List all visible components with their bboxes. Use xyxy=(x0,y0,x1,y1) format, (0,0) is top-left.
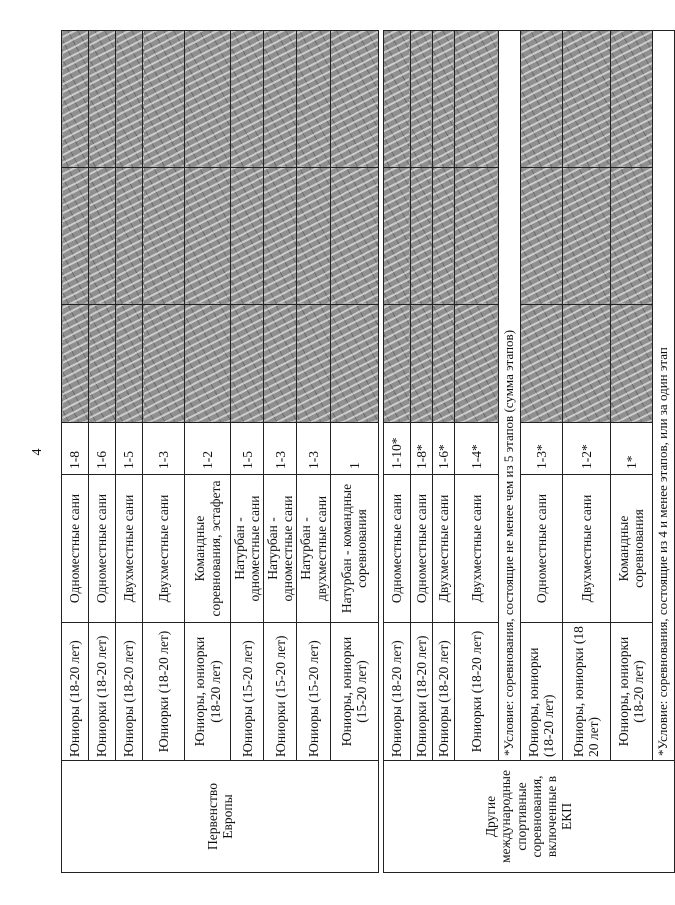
shaded-cell xyxy=(231,305,264,423)
shaded-cell xyxy=(454,168,498,305)
shaded-cell xyxy=(330,168,378,305)
discipline-cell: Одноместные сани xyxy=(62,475,89,623)
age-cell: Юниоры, юниорки (18 20 лет) xyxy=(562,623,610,761)
discipline-cell: Натурбан - двухместные сани xyxy=(297,475,330,623)
shaded-cell xyxy=(432,31,454,168)
shaded-cell xyxy=(185,305,231,423)
rank-cell: 1-2 xyxy=(185,423,231,475)
shaded-cell xyxy=(410,305,432,423)
age-cell: Юниоры, юниорки (18-20 лет) xyxy=(520,623,562,761)
table-row xyxy=(330,31,378,873)
rank-cell: 1 xyxy=(330,423,378,475)
age-cell: Юниорки (18-20 лет) xyxy=(454,623,498,761)
age-cell: Юниоры, юниорки (15-20 лет) xyxy=(330,623,378,761)
shaded-cell xyxy=(143,305,185,423)
shaded-cell xyxy=(520,305,562,423)
shaded-cell xyxy=(62,31,89,168)
age-cell: Юниорки (18-20 лет) xyxy=(89,623,116,761)
note-row xyxy=(498,31,520,873)
table-row xyxy=(410,31,432,873)
shaded-cell xyxy=(297,168,330,305)
age-cell: Юниоры (18-20 лет) xyxy=(62,623,89,761)
rank-cell: 1-4* xyxy=(454,423,498,475)
shaded-cell xyxy=(231,31,264,168)
shaded-cell xyxy=(410,168,432,305)
age-cell: Юниоры, юниорки (18-20 лет) xyxy=(185,623,231,761)
age-cell: Юниоры (18-20 лет) xyxy=(432,623,454,761)
discipline-cell: Двухместные сани xyxy=(116,475,143,623)
table-row xyxy=(297,31,330,873)
discipline-cell: Командные соревнования, эстафета xyxy=(185,475,231,623)
shaded-cell xyxy=(143,168,185,305)
group-europe: Первенство Европы xyxy=(62,761,379,873)
shaded-cell xyxy=(89,168,116,305)
rank-cell: 1-2* xyxy=(562,423,610,475)
discipline-cell: Одноместные сани xyxy=(410,475,432,623)
table-row xyxy=(185,31,231,873)
rank-cell: 1-5 xyxy=(116,423,143,475)
rotated-table-wrapper xyxy=(61,31,670,873)
discipline-cell: Двухместные сани xyxy=(143,475,185,623)
rank-cell: 1-3 xyxy=(297,423,330,475)
shaded-cell xyxy=(520,168,562,305)
shaded-cell xyxy=(383,305,410,423)
shaded-cell xyxy=(383,168,410,305)
rank-cell: 1-3 xyxy=(143,423,185,475)
age-cell: Юниоры, юниорки (18-20 лет) xyxy=(610,623,652,761)
age-cell: Юниоры (15-20 лет) xyxy=(231,623,264,761)
discipline-cell: Натурбан - командные соревнования xyxy=(330,475,378,623)
discipline-cell: Двухместные сани xyxy=(432,475,454,623)
rank-cell: 1-8 xyxy=(62,423,89,475)
shaded-cell xyxy=(185,168,231,305)
shaded-cell xyxy=(610,168,652,305)
age-cell: Юниорки (18-20 лет) xyxy=(143,623,185,761)
discipline-cell: Командные соревнования xyxy=(610,475,652,623)
shaded-cell xyxy=(330,305,378,423)
table-row xyxy=(62,31,89,873)
note-row xyxy=(652,31,674,873)
discipline-cell: Натурбан - одноместные сани xyxy=(264,475,297,623)
table-row xyxy=(562,31,610,873)
table-row xyxy=(610,31,652,873)
rank-cell: 1-10* xyxy=(383,423,410,475)
shaded-cell xyxy=(610,31,652,168)
rank-cell: 1-6* xyxy=(432,423,454,475)
table-row xyxy=(383,31,410,873)
shaded-cell xyxy=(454,305,498,423)
shaded-cell xyxy=(62,305,89,423)
condition-note: *Условие: соревнования, состоящие не менее чем из 5 этапов (сумма этапов) xyxy=(498,31,520,761)
age-cell: Юниоры (18-20 лет) xyxy=(383,623,410,761)
shaded-cell xyxy=(410,31,432,168)
table-row xyxy=(143,31,185,873)
rank-cell: 1* xyxy=(610,423,652,475)
page-number: 4 xyxy=(30,448,45,456)
shaded-cell xyxy=(454,31,498,168)
age-cell: Юниоры (15-20 лет) xyxy=(297,623,330,761)
discipline-cell: Одноместные сани xyxy=(383,475,410,623)
shaded-cell xyxy=(89,31,116,168)
shaded-cell xyxy=(432,168,454,305)
shaded-cell xyxy=(297,305,330,423)
rank-cell: 1-5 xyxy=(231,423,264,475)
shaded-cell xyxy=(116,31,143,168)
shaded-cell xyxy=(562,31,610,168)
age-cell: Юниорки (15-20 лет) xyxy=(264,623,297,761)
shaded-cell xyxy=(330,31,378,168)
rank-cell: 1-3* xyxy=(520,423,562,475)
rank-cell: 1-8* xyxy=(410,423,432,475)
discipline-cell: Одноместные сани xyxy=(520,475,562,623)
shaded-cell xyxy=(231,168,264,305)
shaded-cell xyxy=(610,305,652,423)
age-cell: Юниоры (18-20 лет) xyxy=(116,623,143,761)
shaded-cell xyxy=(116,305,143,423)
shaded-cell xyxy=(143,31,185,168)
group-other: Другие международные спортивные соревнования, включенные в ЕКП xyxy=(383,761,674,873)
shaded-cell xyxy=(116,168,143,305)
table-row xyxy=(454,31,498,873)
discipline-cell: Двухместные сани xyxy=(562,475,610,623)
shaded-cell xyxy=(185,31,231,168)
shaded-cell xyxy=(264,31,297,168)
table-row xyxy=(89,31,116,873)
shaded-cell xyxy=(562,168,610,305)
shaded-cell xyxy=(264,168,297,305)
rank-cell: 1-6 xyxy=(89,423,116,475)
shaded-cell xyxy=(432,305,454,423)
shaded-cell xyxy=(62,168,89,305)
shaded-cell xyxy=(383,31,410,168)
table-row xyxy=(231,31,264,873)
table-row xyxy=(520,31,562,873)
rank-cell: 1-3 xyxy=(264,423,297,475)
table-row xyxy=(116,31,143,873)
shaded-cell xyxy=(520,31,562,168)
shaded-cell xyxy=(562,305,610,423)
rank-table xyxy=(61,30,675,873)
condition-note: *Условие: соревнования, состоящие из 4 и менее этапов, или за один этап xyxy=(652,31,674,761)
shaded-cell xyxy=(297,31,330,168)
discipline-cell: Натурбан - одноместные сани xyxy=(231,475,264,623)
shaded-cell xyxy=(264,305,297,423)
shaded-cell xyxy=(89,305,116,423)
age-cell: Юниорки (18-20 лет) xyxy=(410,623,432,761)
table-row xyxy=(264,31,297,873)
table-row xyxy=(432,31,454,873)
discipline-cell: Одноместные сани xyxy=(89,475,116,623)
discipline-cell: Двухместные сани xyxy=(454,475,498,623)
